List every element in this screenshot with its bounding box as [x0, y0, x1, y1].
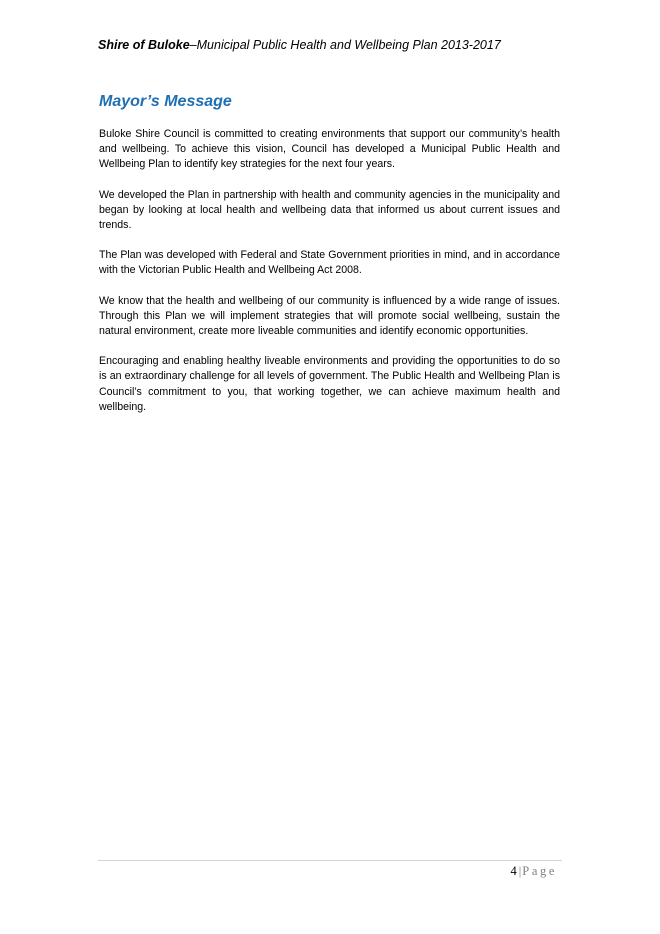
page-separator: | — [518, 864, 522, 878]
page-label: Page — [522, 864, 557, 878]
page-number: 4 — [510, 864, 517, 878]
paragraph: We developed the Plan in partnership with health and community agencies in the municipality and began by looking at local health and wellbeing data that informed us about current issues and trends. — [99, 188, 560, 232]
paragraph: Encouraging and enabling healthy liveable environments and providing the opportunities to do so is an extraordinary challenge for all levels of government. The Public Health and Wellbeing Plan is Council’s commitment to you, that working together, we can achieve maximum health and wellbeing. — [99, 355, 560, 413]
header-org-name: Shire of Buloke — [98, 38, 190, 52]
paragraph: Buloke Shire Council is committed to creating environments that support our community’s health and wellbeing. To achieve this vision, Council has developed a Municipal Public Health and Wellbeing Plan to identify key strategies for the next four years. — [99, 128, 560, 171]
page-footer — [511, 864, 557, 879]
paragraph: We know that the health and wellbeing of our community is influenced by a wide range of issues. Through this Plan we will implement strategies that will promote social wellbeing, sustain the natural environment, create more liveable communities and identify economic opportunities. — [99, 294, 560, 338]
message-body — [99, 127, 560, 430]
running-header — [98, 38, 568, 52]
section-title: Mayor’s Message — [99, 93, 232, 110]
header-plan-title: –Municipal Public Health and Wellbeing Plan 2013-2017 — [189, 38, 501, 52]
paragraph: The Plan was developed with Federal and State Government priorities in mind, and in accordance with the Victorian Public Health and Wellbeing Act 2008. — [99, 249, 560, 277]
footer-divider — [98, 860, 562, 861]
